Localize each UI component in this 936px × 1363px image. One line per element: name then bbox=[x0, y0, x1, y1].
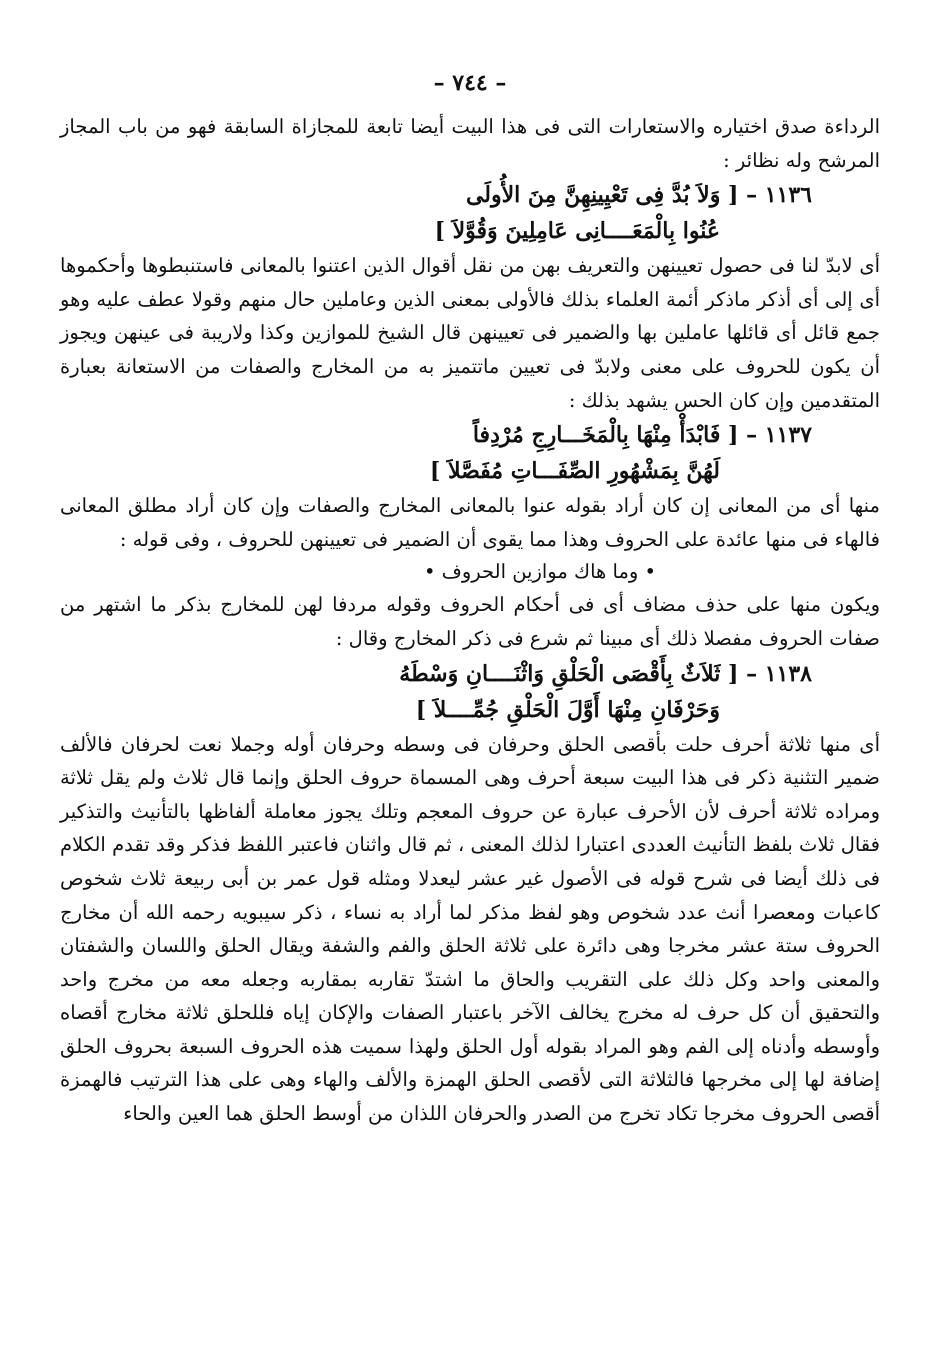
verse-second-hemistich: عُنُوا بِالْمَعَــــانِى عَامِلِينَ وَقُوَّلاَ ] bbox=[434, 218, 720, 245]
paragraph-intro: الرداءة صدق اختياره والاستعارات التى فى هذا البيت أيضا تابعة للمجازاة السابقة فهو من باب المجاز المرشح وله نظائر : bbox=[60, 115, 880, 172]
verse-first-hemistich: ١١٣٨ – [ ثَلاَثٌ بِأَقْصَى الْحَلْقِ وَاثْنَــــانِ وَسْطَهُ bbox=[399, 660, 812, 687]
verse-1138 bbox=[60, 656, 880, 728]
verse-1136 bbox=[60, 177, 880, 249]
commentary-1137-continued: ويكون منها على حذف مضاف أى فى أحكام الحروف وقوله مردفا لهن للمخارج بذكر ما اشتهر من صفات الحروف مفصلا ذلك أى مبينا ثم شرع فى ذكر المخارج وقال : bbox=[60, 593, 880, 650]
quoted-line: • وما هاك موازين الحروف • bbox=[423, 560, 657, 584]
verse-1137 bbox=[60, 417, 880, 489]
page-number: – ٧٤٤ – bbox=[433, 70, 507, 96]
verse-first-hemistich: ١١٣٧ – [ فَابْدَأْ مِنْهَا بِالْمَخَـــارِجِ مُرْدِفاً bbox=[472, 422, 812, 449]
commentary-1136: أى لابدّ لنا فى حصول تعيينهن والتعريف بهن من نقل أقوال الذين اعتنوا بالمعانى فاستنبطوها وأحكموها أى إلى أى أذكر ماذكر أئمة العلماء بذلك فالأولى بمعنى الذين وعاملين حال منهم وقولا عطف عليه وهو جمع قائل أى قائلها عاملين بها والضمير فى تعيينهن قال الشيخ للموازين وكذا ولاريبة فى عينهن ويجوز أن يكون للحروف على معنى ولابدّ فى تعيين ماتتميز به من المخارج والصفات من الاستعانة بعبارة المتقدمين وإن كان الحس يشهد بذلك : bbox=[60, 254, 880, 412]
verse-second-hemistich: لَهُنَّ بِمَشْهُورِ الصِّفَـــاتِ مُفَصَّلاَ ] bbox=[429, 458, 720, 485]
commentary-1138: أى منها ثلاثة أحرف حلت بأقصى الحلق وحرفان فى وسطه وحرفان أوله وجملا نعت لحرفان فالألف ضمير التثنية ذكر فى هذا البيت سبعة أحرف وهى المسماة حروف الحلق وإنما قال ثلاث ولم يقل ثلاثة ومراده ثلاثة أحرف لأن الأحرف عبارة عن حروف المعجم وتلك يجوز معاملة ألفاظها بالتأنيث والتذكير فقال ثلاث بلفظ التأنيث العددى اعتبارا لذلك المعنى ، ثم قال واثنان فاعتبر اللفظ فذكر وقد تقدم الكلام فى ذلك أيضا فى شرح قوله فى الأصول غير عشر ليعدلا ومثله قول عمر بن أبى ربيعة ثلاث شخوص كاعبات ومعصرا أنث عدد شخوص وهو لفظ مذكر لما أراد به نساء ، ذكر سيبويه رحمه الله أن مخارج الحروف ستة عشر مخرجا وهى دائرة على ثلاثة الحلق والفم والشفة ويقال الحلق واللسان والشفتان والمعنى واحد وكل ذلك على التقريب والحاق ما اشتدّ تقاربه بمقاربه وجعله معه من مخرج واحد والتحقيق أن كل حرف له مخرج يخالف الآخر باعتبار الصفات والإكان إياه فللحلق ثلاثة مخارج أقصاه وأوسطه وأدناه إلى الفم وهو المراد بقوله أول الحلق ولهذا سميت هذه الحروف السبعة بحروف الحلق إضافة لها إلى مخرجها فالثلاثة التى لأقصى الحلق الهمزة والألف والهاء وهى على هذا الترتيب فالهمزة أقصى الحروف مخرجا تكاد تخرج من الصدر والحرفان اللذان من أوسط الحلق هما العين والحاء bbox=[60, 732, 880, 1126]
verse-first-hemistich: ١١٣٦ – [ وَلاَ بُدَّ فِى تَعْيِينِهِنَّ مِنَ الأُولَى bbox=[465, 182, 812, 209]
verse-second-hemistich: وَحَرْفَانِ مِنْهَا أَوَّلَ الْحَلْقِ جُمِّــــلاَ ] bbox=[415, 696, 720, 723]
commentary-1137: منها أى من المعانى إن كان أراد بقوله عنوا بالمعانى المخارج والصفات وإن كان أراد مطلق المعانى فالهاء فى منها عائدة على الحروف وهذا مما يقوى أن الضمير فى تعيينهن للحروف ، وفى قوله : bbox=[60, 494, 880, 551]
